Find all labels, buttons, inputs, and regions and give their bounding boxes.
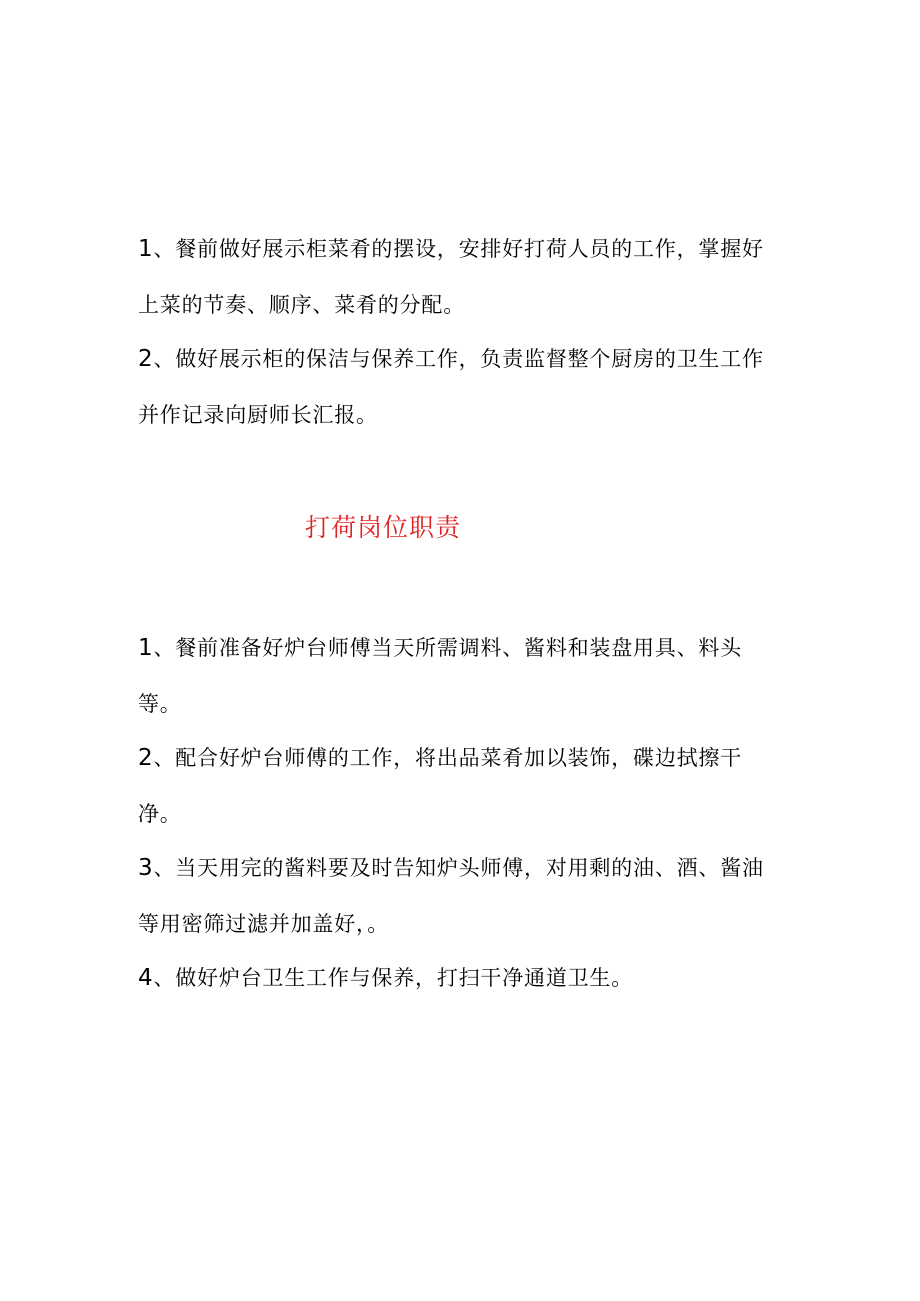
item-text: 、做好炉台卫生工作与保养，打扫干净通道卫生。 xyxy=(153,966,634,990)
section-title: 打荷岗位职责 xyxy=(305,513,462,542)
item-number: 2 xyxy=(138,346,154,372)
dahe-duty-item-4 xyxy=(138,950,768,1006)
item-number: 3 xyxy=(138,855,154,881)
item-number: 1 xyxy=(138,236,154,262)
duty-item-2 xyxy=(138,331,768,443)
dahe-duty-item-3 xyxy=(138,840,768,952)
item-text: 、当天用完的酱料要及时告知炉头师傅，对用剩的油、酒、酱油等用密筛过滤并加盖好，。 xyxy=(138,856,764,936)
item-number: 2 xyxy=(138,745,154,771)
dahe-duty-item-1 xyxy=(138,620,768,732)
item-text: 、餐前做好展示柜菜肴的摆设，安排好打荷人员的工作，掌握好上菜的节奏、顺序、菜肴的分配。 xyxy=(138,237,764,317)
item-number: 1 xyxy=(138,635,154,661)
item-text: 、配合好炉台师傅的工作，将出品菜肴加以装饰，碟边拭擦干净。 xyxy=(138,746,743,826)
item-text: 、餐前准备好炉台师傅当天所需调料、酱料和装盘用具、料头等。 xyxy=(138,636,743,716)
duty-item-1 xyxy=(138,221,768,333)
item-number: 4 xyxy=(138,965,154,991)
item-text: 、做好展示柜的保洁与保养工作，负责监督整个厨房的卫生工作并作记录向厨师长汇报。 xyxy=(138,347,764,427)
dahe-duty-item-2 xyxy=(138,730,768,842)
